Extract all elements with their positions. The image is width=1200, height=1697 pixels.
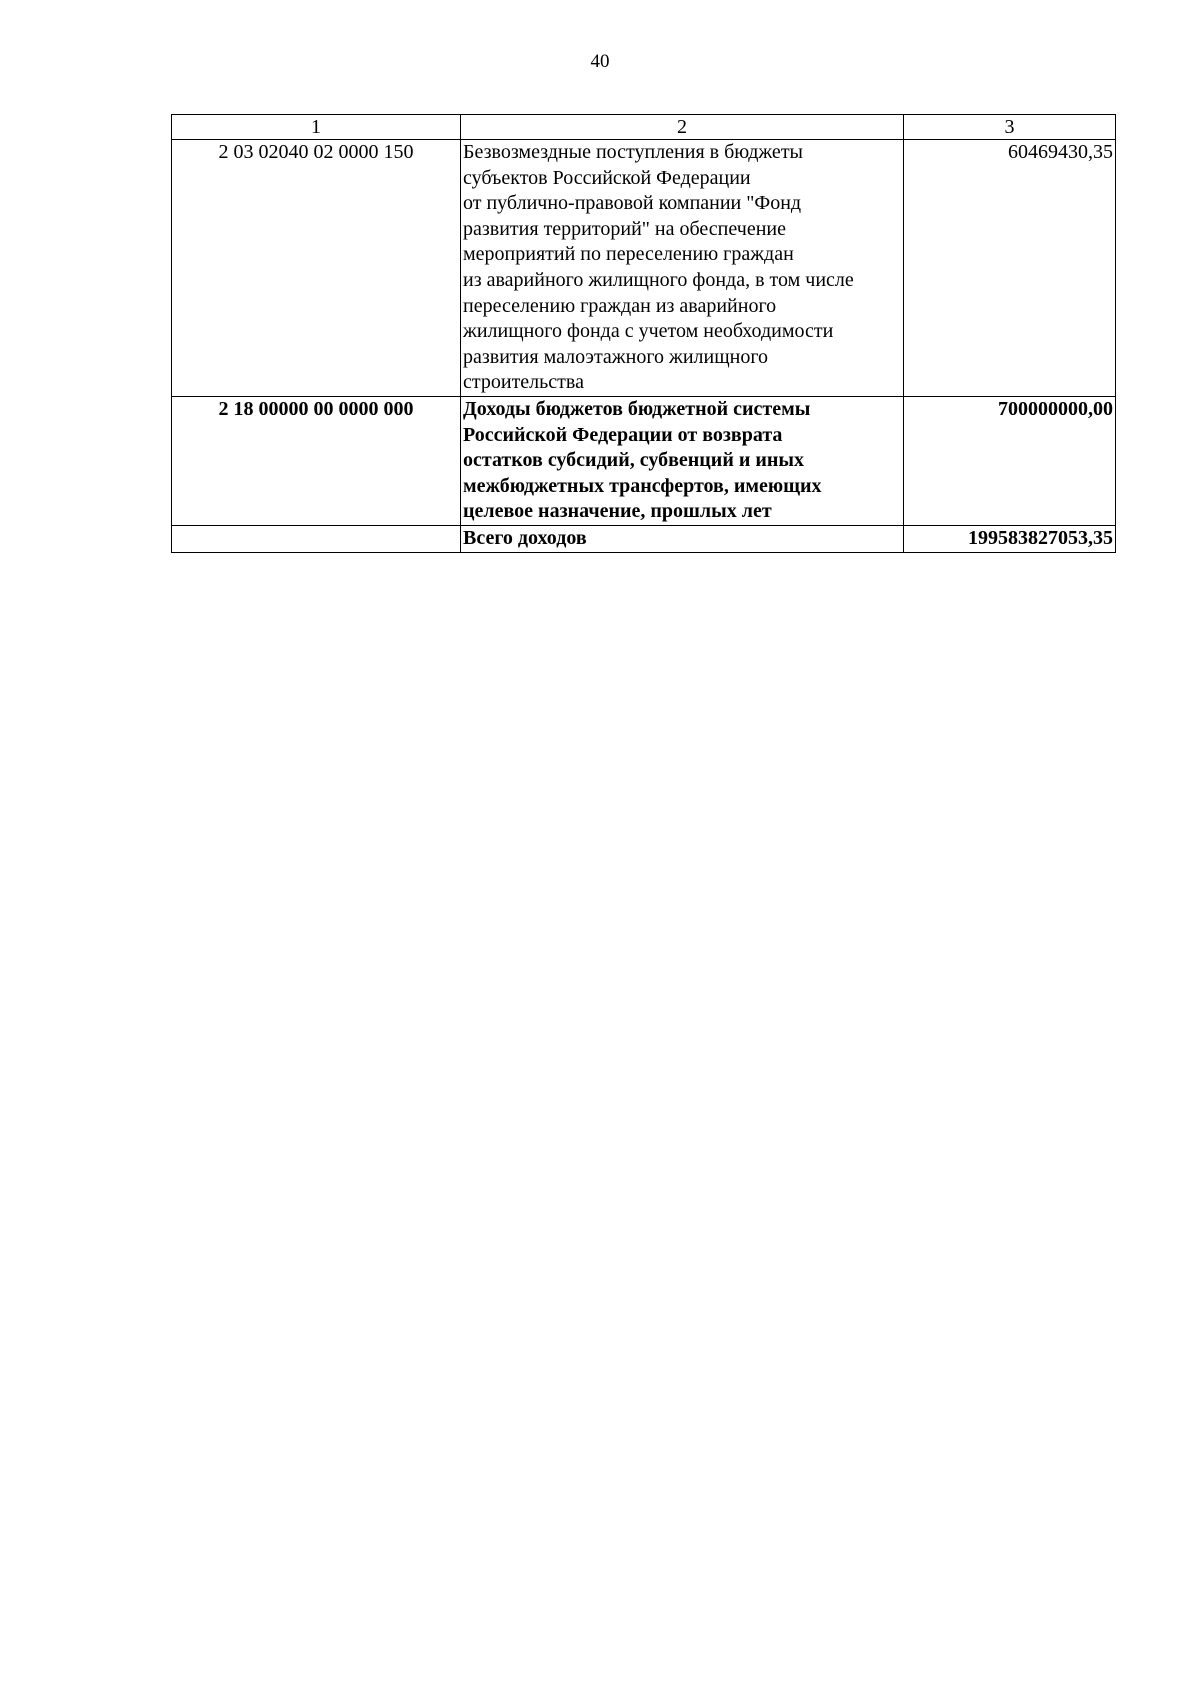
table-row (172, 396, 1116, 525)
budget-code-cell: 2 18 00000 00 0000 000 (172, 396, 461, 525)
description-line: целевое назначение, прошлых лет (463, 500, 772, 523)
total-row (172, 525, 1116, 552)
description-line: субъектов Российской Федерации (463, 166, 751, 189)
description-line: Доходы бюджетов бюджетной системы (463, 397, 811, 420)
column-header-3: 3 (904, 115, 1116, 140)
total-label: Всего доходов (463, 526, 587, 549)
total-amount-cell: 199583827053,35 (904, 525, 1116, 552)
description-line: Безвозмездные поступления в бюджеты (463, 141, 803, 163)
description-cell (461, 525, 904, 552)
budget-income-table (171, 114, 1116, 553)
description-line: развития территорий" на обеспечение (463, 217, 786, 240)
table-row (172, 140, 1116, 397)
description-line: от публично-правовой компании "Фонд (463, 192, 802, 215)
amount-cell: 700000000,00 (904, 396, 1116, 525)
description-line: межбюджетных трансфертов, имеющих (463, 474, 822, 497)
description-line: строительства (463, 371, 584, 394)
description-line: остатков субсидий, субвенций и иных (463, 449, 805, 472)
column-header-2: 2 (461, 115, 904, 140)
description-line: Российской Федерации от возврата (463, 423, 783, 446)
description-line: из аварийного жилищного фонда, в том числе (463, 268, 854, 291)
description-line: развития малоэтажного жилищного (463, 345, 769, 368)
column-header-1: 1 (172, 115, 461, 140)
budget-code-cell: 2 03 02040 02 0000 150 (172, 140, 461, 397)
description-line: переселению граждан из аварийного (463, 294, 777, 317)
table-header-row (172, 115, 1116, 140)
page-number: 40 (590, 51, 610, 72)
description-cell (461, 396, 904, 525)
amount-cell: 60469430,35 (904, 140, 1116, 397)
description-line: жилищного фонда с учетом необходимости (463, 320, 834, 343)
description-line: мероприятий по переселению граждан (463, 243, 794, 266)
budget-code-cell (172, 525, 461, 552)
description-cell (461, 140, 904, 397)
